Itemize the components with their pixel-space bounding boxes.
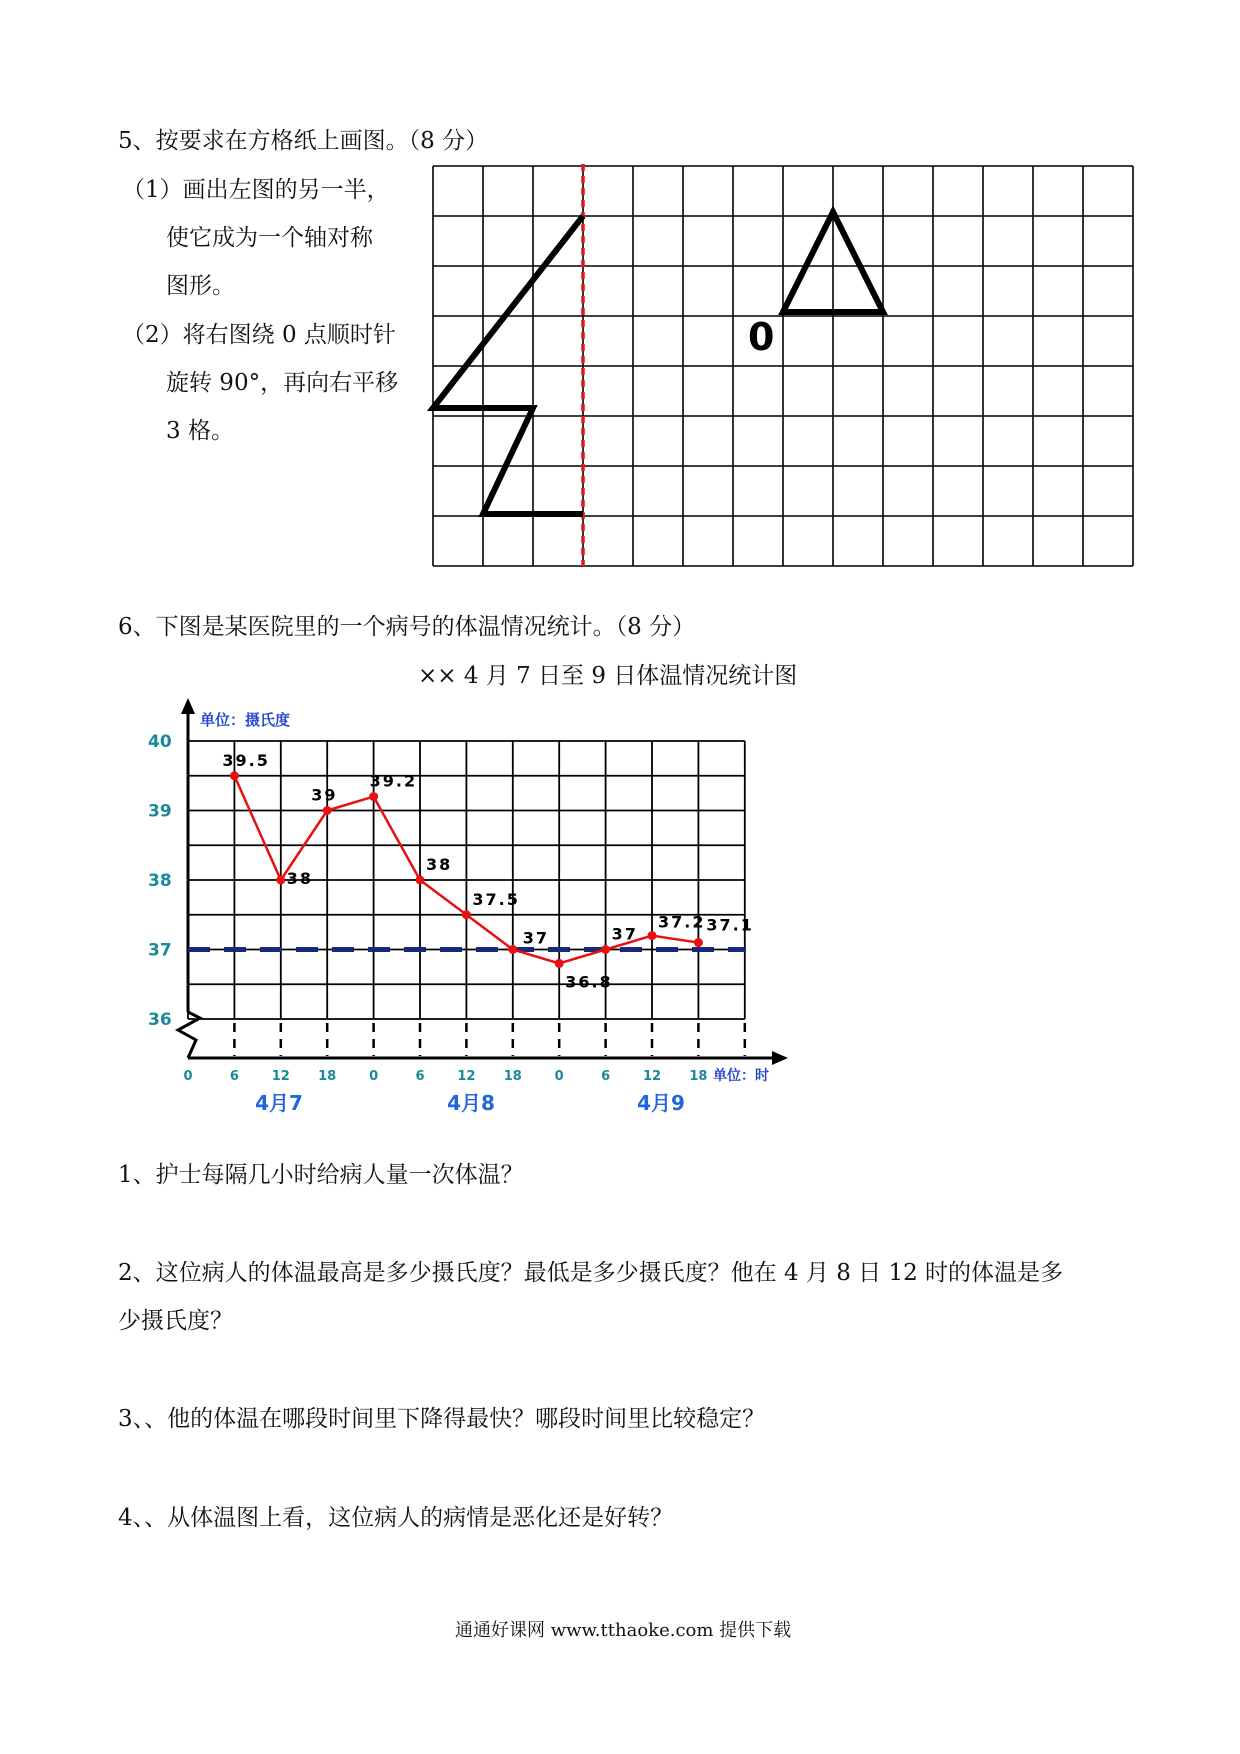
data-point (462, 910, 471, 919)
question-2-line1: 2、这位病人的体温最高是多少摄氏度？最低是多少摄氏度？他在 4 月 8 日 12 时的体温是多 (118, 1260, 1064, 1286)
q6-title: 6、下图是某医院里的一个病号的体温情况统计。（8 分） (118, 614, 696, 640)
data-label: 36.8 (565, 972, 613, 992)
y-tick-label: 37 (148, 940, 172, 961)
day-label: 4月7 (255, 1091, 303, 1115)
data-label: 37.5 (472, 889, 520, 909)
x-tick-label: 12 (457, 1069, 476, 1084)
x-tick-label: 18 (689, 1069, 708, 1084)
data-point (648, 931, 657, 940)
day-label: 4月8 (447, 1091, 495, 1115)
x-tick-label: 18 (503, 1069, 522, 1084)
x-tick-label: 6 (229, 1069, 239, 1084)
footer-credit: 通通好课网 www.tthaoke.com 提供下载 (455, 1620, 792, 1641)
y-tick-label: 36 (148, 1010, 172, 1030)
data-label: 39 (311, 785, 338, 805)
x-tick-label: 18 (318, 1069, 337, 1084)
chart-title: ×× 4 月 7 日至 9 日体温情况统计图 (418, 663, 798, 689)
data-label: 37.2 (658, 912, 706, 932)
day-label: 4月9 (637, 1091, 685, 1115)
data-point (416, 876, 425, 885)
rotation-point-label: 0 (748, 315, 775, 359)
data-label: 39.2 (369, 771, 418, 791)
y-tick-label: 39 (148, 801, 172, 822)
q5-part2-line2: 旋转 90°，再向右平移 (166, 370, 399, 396)
y-tick-label: 38 (148, 871, 172, 891)
x-tick-label: 0 (369, 1069, 379, 1084)
data-point (555, 959, 564, 968)
x-tick-label: 6 (601, 1069, 611, 1084)
data-point (323, 806, 332, 815)
data-label: 38 (286, 869, 314, 888)
y-unit-label: 单位：摄氏度 (200, 711, 291, 729)
data-label: 37 (522, 928, 550, 948)
x-tick-label: 0 (183, 1069, 193, 1084)
data-label: 37 (611, 924, 638, 944)
q5-part1-line2: 使它成为一个轴对称 (166, 225, 373, 251)
x-unit-label: 单位：时 (713, 1068, 769, 1084)
q5-part2-line3: 3 格。 (166, 418, 234, 444)
question-4: 4、、从体温图上看，这位病人的病情是恶化还是好转？ (118, 1505, 674, 1531)
data-point (276, 876, 285, 885)
x-tick-label: 6 (415, 1069, 425, 1084)
x-tick-label: 12 (271, 1069, 290, 1084)
data-point (508, 945, 517, 954)
data-point (230, 771, 239, 780)
data-label: 39.5 (222, 750, 270, 770)
data-label: 38 (426, 855, 453, 874)
data-point (694, 938, 703, 947)
data-point (369, 792, 378, 801)
data-point (601, 945, 610, 954)
q5-title: 5、按要求在方格纸上画图。（8 分） (118, 128, 489, 154)
question-3: 3、、他的体温在哪段时间里下降得最快？哪段时间里比较稳定？ (118, 1406, 766, 1432)
question-2-line2: 少摄氏度？ (118, 1308, 233, 1334)
q5-part1-line1: （1）画出左图的另一半， (122, 177, 390, 203)
question-1: 1、护士每隔几小时给病人量一次体温？ (118, 1162, 524, 1188)
x-tick-label: 0 (554, 1069, 564, 1084)
data-label: 37.1 (706, 915, 754, 935)
y-axis-arrow (181, 698, 195, 714)
x-axis-arrow (772, 1051, 788, 1065)
x-tick-label: 12 (642, 1069, 662, 1084)
q5-part2-line1: （2）将右图绕 0 点顺时针 (122, 322, 396, 348)
q5-part1-line3: 图形。 (166, 273, 235, 299)
y-tick-label: 40 (148, 732, 172, 752)
